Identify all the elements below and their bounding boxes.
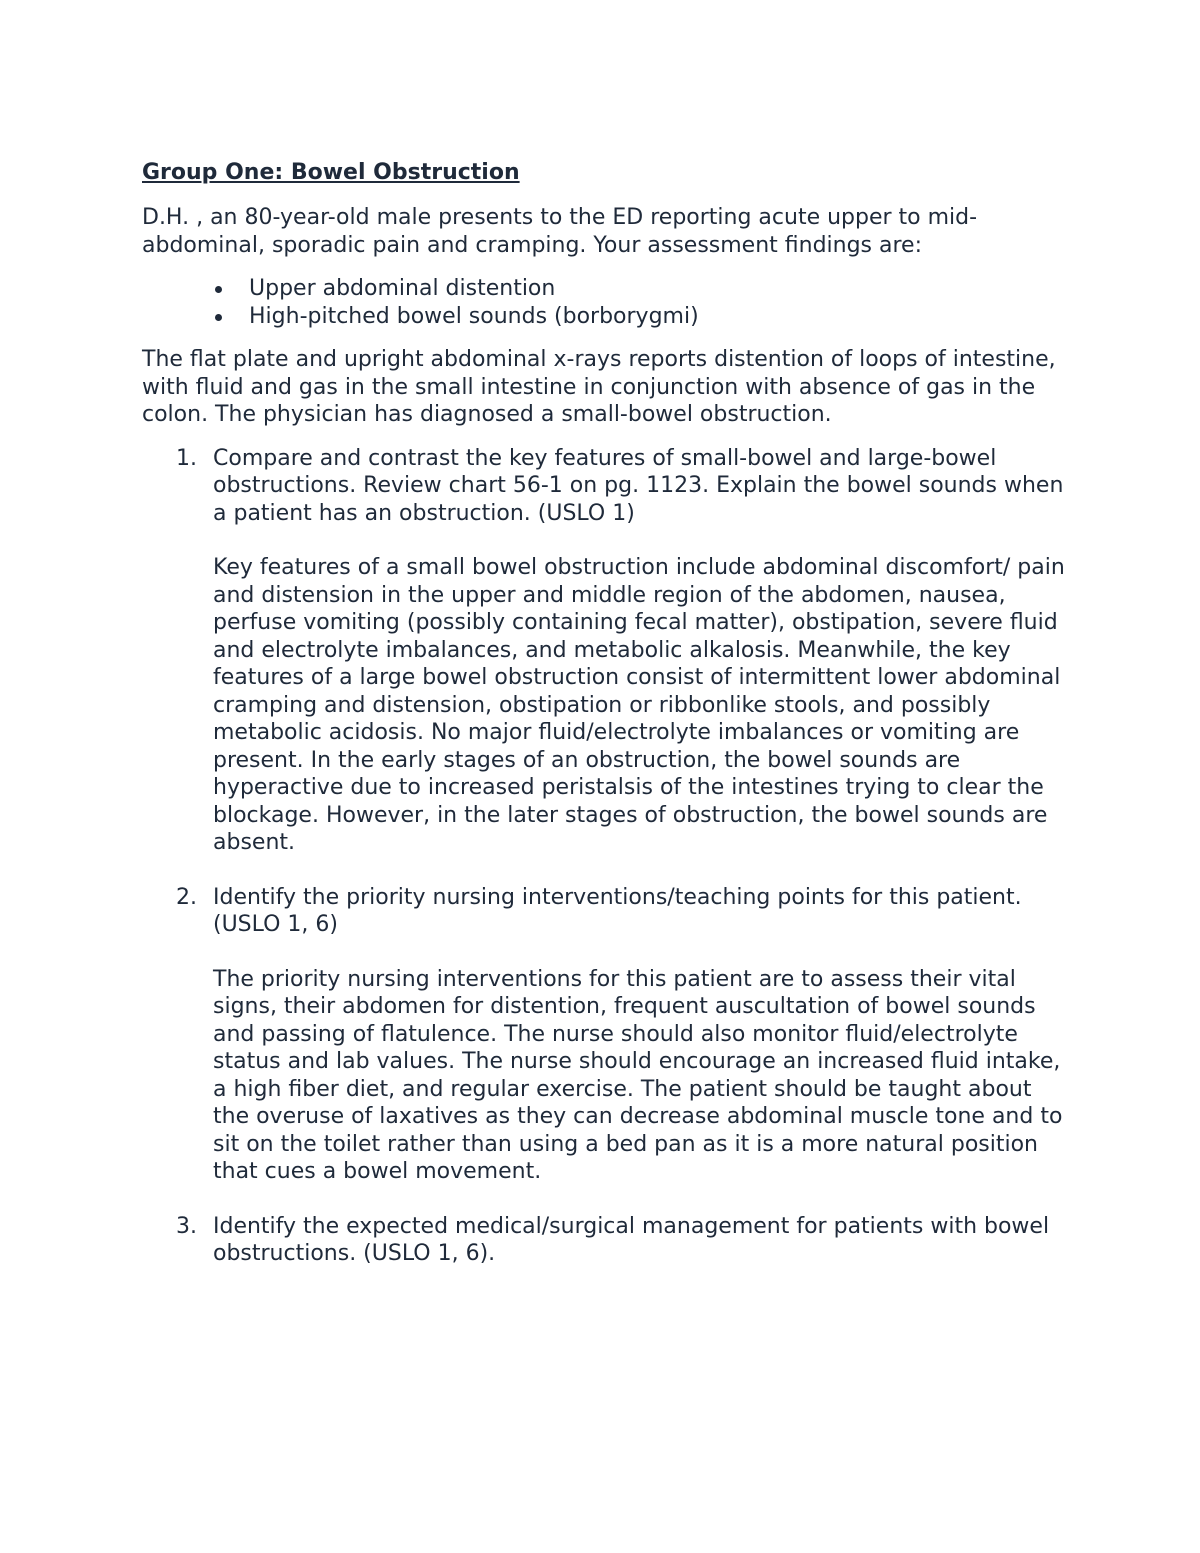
assessment-findings-list: [142, 275, 1072, 330]
finding-text: Upper abdominal distention: [249, 276, 556, 301]
question-text: Identify the priority nursing interventions/teaching points for this patient. (USLO 1, 6): [213, 884, 1022, 937]
bullet-icon: [215, 314, 222, 321]
finding-text: High-pitched bowel sounds (borborygmi): [249, 303, 699, 329]
question-text: Identify the expected medical/surgical management for patients with bowel obstructions. (USLO 1, 6).: [213, 1213, 1050, 1266]
list-item: [249, 275, 1072, 303]
question-number: 3.: [176, 1213, 197, 1239]
document-body: [142, 159, 1072, 1295]
list-item: [249, 303, 1072, 331]
question-number: 1.: [176, 445, 197, 471]
question-item: [176, 445, 1072, 857]
document-title: Group One: Bowel Obstruction: [142, 160, 520, 185]
bullet-icon: [215, 286, 222, 293]
answer-text: Key features of a small bowel obstruction include abdominal discomfort/ pain and distension in the upper and middle region of the abdomen, nausea, perfuse vomiting (possibly containing fecal matter), obstipation, severe fluid and electrolyte imbalances, and metabolic alkalosis. Meanwhile, the key features of a large bowel obstruction consist of intermittent lower abdominal cramping and distension, obstipation or ribbonlike stools, and possibly metabolic acidosis. No major fluid/electrolyte imbalances or vomiting are present. In the early stages of an obstruction, the bowel sounds are hyperactive due to increased peristalsis of the intestines trying to clear the blockage. However, in the later stages of obstruction, the bowel sounds are absent.: [213, 555, 1065, 855]
case-intro: D.H. , an 80-year-old male presents to the ED reporting acute upper to mid-abdominal, sporadic pain and cramping. Your assessment findings are:: [142, 205, 978, 258]
question-item: [176, 884, 1072, 1186]
question-text: Compare and contrast the key features of small-bowel and large-bowel obstructions. Review chart 56-1 on pg. 1123. Explain the bowel sounds when a patient has an obstruction. (USLO 1): [213, 445, 1064, 526]
questions-list: [142, 445, 1072, 1268]
xray-paragraph: The flat plate and upright abdominal x-rays reports distention of loops of intestine, with fluid and gas in the small intestine in conjunction with absence of gas in the colon. The physician has diagnosed a small-bowel obstruction.: [142, 347, 1056, 427]
question-item: [176, 1213, 1072, 1268]
question-number: 2.: [176, 884, 197, 910]
answer-text: The priority nursing interventions for this patient are to assess their vital signs, their abdomen for distention, frequent auscultation of bowel sounds and passing of flatulence. The nurse should also monitor fluid/electrolyte status and lab values. The nurse should encourage an increased fluid intake, a high fiber diet, and regular exercise. The patient should be taught about the overuse of laxatives as they can decrease abdominal muscle tone and to sit on the toilet rather than using a bed pan as it is a more natural position that cues a bowel movement.: [213, 966, 1063, 1184]
